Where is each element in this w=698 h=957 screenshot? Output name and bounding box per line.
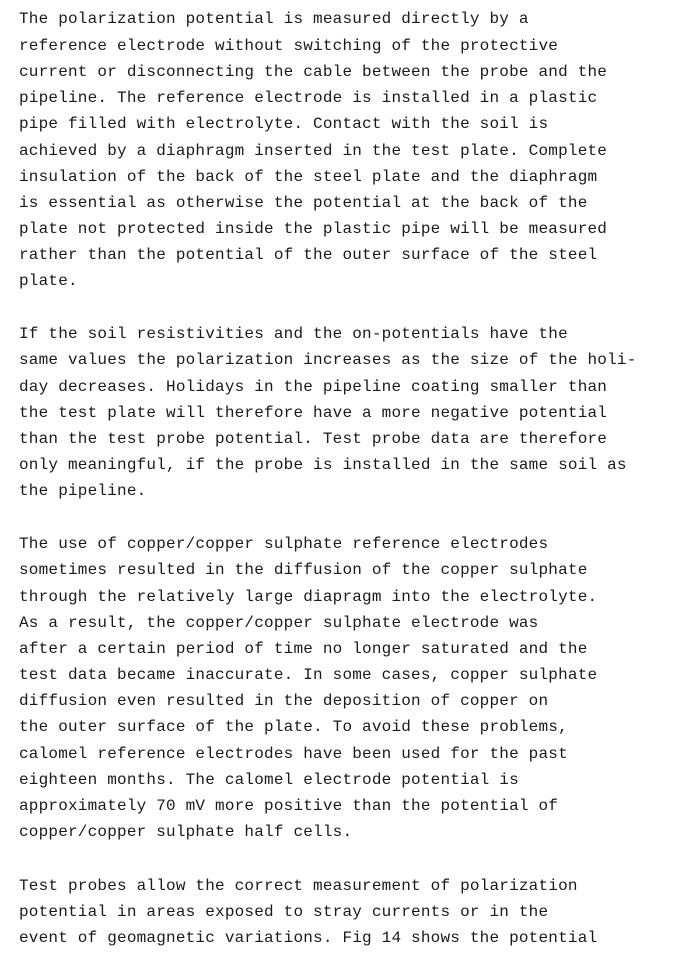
- text-line: As a result, the copper/copper sulphate electrode was: [19, 614, 539, 632]
- text-line: the pipeline.: [19, 482, 147, 500]
- text-line: sometimes resulted in the diffusion of the copper sulphate: [19, 561, 588, 579]
- text-line: the outer surface of the plate. To avoid these problems,: [19, 718, 568, 736]
- text-line: The use of copper/copper sulphate reference electrodes: [19, 535, 549, 553]
- text-line: same values the polarization increases as the size of the holi-: [19, 351, 637, 369]
- text-line: rather than the potential of the outer surface of the steel: [19, 246, 598, 264]
- text-line: than the test probe potential. Test probe data are therefore: [19, 430, 608, 448]
- text-line: is essential as otherwise the potential at the back of the: [19, 194, 588, 212]
- text-line: If the soil resistivities and the on-potentials have the: [19, 325, 568, 343]
- text-line: approximately 70 mV more positive than the potential of: [19, 797, 559, 815]
- text-line: Test probes allow the correct measurement of polarization: [19, 877, 578, 895]
- text-line: plate.: [19, 272, 78, 290]
- text-line: eighteen months. The calomel electrode potential is: [19, 771, 519, 789]
- text-line: after a certain period of time no longer saturated and the: [19, 640, 588, 658]
- text-line: The polarization potential is measured directly by a: [19, 10, 529, 28]
- text-line: diffusion even resulted in the deposition of copper on: [19, 692, 549, 710]
- text-line: through the relatively large diapragm into the electrolyte.: [19, 588, 598, 606]
- text-line: the test plate will therefore have a more negative potential: [19, 404, 608, 422]
- text-line: insulation of the back of the steel plate and the diaphragm: [19, 168, 598, 186]
- text-line: plate not protected inside the plastic pipe will be measured: [19, 220, 608, 238]
- text-line: current or disconnecting the cable between the probe and the: [19, 63, 608, 81]
- text-line: pipeline. The reference electrode is installed in a plastic: [19, 89, 598, 107]
- text-line: only meaningful, if the probe is installed in the same soil as: [19, 456, 627, 474]
- text-line: potential in areas exposed to stray currents or in the: [19, 903, 549, 921]
- text-line: copper/copper sulphate half cells.: [19, 823, 353, 841]
- text-line: achieved by a diaphragm inserted in the test plate. Complete: [19, 142, 608, 160]
- text-line: reference electrode without switching of the protective: [19, 37, 559, 55]
- text-line: test data became inaccurate. In some cases, copper sulphate: [19, 666, 598, 684]
- text-line: event of geomagnetic variations. Fig 14 shows the potential: [19, 929, 598, 947]
- text-line: pipe filled with electrolyte. Contact with the soil is: [19, 115, 549, 133]
- text-line: day decreases. Holidays in the pipeline coating smaller than: [19, 378, 608, 396]
- text-line: calomel reference electrodes have been used for the past: [19, 745, 568, 763]
